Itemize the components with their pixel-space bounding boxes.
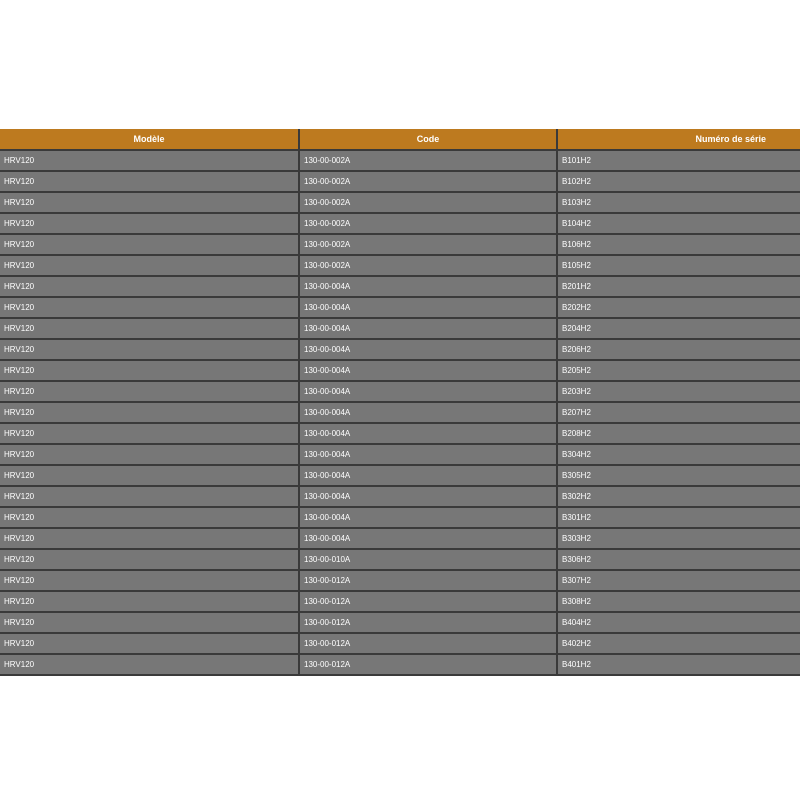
cell-serial-number: B404H2 (558, 613, 800, 632)
cell-code: 130-00-004A (300, 298, 556, 317)
cell-code: 130-00-002A (300, 235, 556, 254)
cell-serial-number: B206H2 (558, 340, 800, 359)
cell-code: 130-00-002A (300, 193, 556, 212)
table-row (0, 151, 800, 170)
cell-model: HRV120 (0, 550, 298, 569)
cell-code: 130-00-004A (300, 508, 556, 527)
table-row (0, 508, 800, 527)
cell-model: HRV120 (0, 235, 298, 254)
cell-model: HRV120 (0, 508, 298, 527)
cell-code: 130-00-012A (300, 571, 556, 590)
cell-code: 130-00-010A (300, 550, 556, 569)
cell-code: 130-00-004A (300, 445, 556, 464)
table-row (0, 214, 800, 233)
cell-model: HRV120 (0, 571, 298, 590)
cell-code: 130-00-002A (300, 256, 556, 275)
cell-code: 130-00-004A (300, 403, 556, 422)
table-row (0, 466, 800, 485)
cell-serial-number: B101H2 (558, 151, 800, 170)
cell-model: HRV120 (0, 487, 298, 506)
cell-model: HRV120 (0, 172, 298, 191)
table-row (0, 424, 800, 443)
cell-model: HRV120 (0, 277, 298, 296)
cell-code: 130-00-012A (300, 592, 556, 611)
cell-code: 130-00-002A (300, 151, 556, 170)
cell-model: HRV120 (0, 361, 298, 380)
cell-serial-number: B302H2 (558, 487, 800, 506)
table-row (0, 445, 800, 464)
table-row (0, 256, 800, 275)
cell-serial-number: B103H2 (558, 193, 800, 212)
table-row (0, 592, 800, 611)
cell-code: 130-00-002A (300, 214, 556, 233)
table-row (0, 529, 800, 548)
header-code: Code (300, 129, 556, 149)
cell-serial-number: B207H2 (558, 403, 800, 422)
cell-serial-number: B301H2 (558, 508, 800, 527)
cell-serial-number: B208H2 (558, 424, 800, 443)
cell-serial-number: B205H2 (558, 361, 800, 380)
table-row (0, 193, 800, 212)
cell-model: HRV120 (0, 424, 298, 443)
cell-serial-number: B104H2 (558, 214, 800, 233)
cell-serial-number: B304H2 (558, 445, 800, 464)
cell-serial-number: B105H2 (558, 256, 800, 275)
cell-model: HRV120 (0, 403, 298, 422)
table-row (0, 277, 800, 296)
cell-serial-number: B402H2 (558, 634, 800, 653)
table-row (0, 571, 800, 590)
cell-serial-number: B307H2 (558, 571, 800, 590)
cell-code: 130-00-004A (300, 487, 556, 506)
cell-model: HRV120 (0, 193, 298, 212)
table-row (0, 340, 800, 359)
cell-model: HRV120 (0, 256, 298, 275)
table-header (0, 129, 800, 151)
cell-code: 130-00-004A (300, 319, 556, 338)
cell-model: HRV120 (0, 214, 298, 233)
cell-model: HRV120 (0, 445, 298, 464)
cell-model: HRV120 (0, 634, 298, 653)
cell-serial-number: B306H2 (558, 550, 800, 569)
cell-code: 130-00-004A (300, 466, 556, 485)
table-row (0, 634, 800, 653)
cell-code: 130-00-004A (300, 340, 556, 359)
cell-model: HRV120 (0, 529, 298, 548)
cell-code: 130-00-002A (300, 172, 556, 191)
table-row (0, 403, 800, 422)
cell-serial-number: B204H2 (558, 319, 800, 338)
table-row (0, 361, 800, 380)
table-row (0, 235, 800, 254)
table-row (0, 550, 800, 569)
cell-code: 130-00-004A (300, 361, 556, 380)
cell-model: HRV120 (0, 592, 298, 611)
cell-model: HRV120 (0, 613, 298, 632)
cell-model: HRV120 (0, 466, 298, 485)
table-body (0, 151, 800, 674)
cell-code: 130-00-012A (300, 655, 556, 674)
table-row (0, 613, 800, 632)
cell-model: HRV120 (0, 655, 298, 674)
cell-model: HRV120 (0, 340, 298, 359)
cell-model: HRV120 (0, 382, 298, 401)
header-model: Modèle (0, 129, 298, 149)
cell-code: 130-00-012A (300, 613, 556, 632)
cell-serial-number: B303H2 (558, 529, 800, 548)
cell-model: HRV120 (0, 298, 298, 317)
table-row (0, 382, 800, 401)
table-row (0, 319, 800, 338)
table-row (0, 655, 800, 674)
serial-number-table (0, 129, 800, 676)
cell-model: HRV120 (0, 151, 298, 170)
cell-serial-number: B308H2 (558, 592, 800, 611)
cell-code: 130-00-004A (300, 424, 556, 443)
cell-serial-number: B201H2 (558, 277, 800, 296)
cell-code: 130-00-012A (300, 634, 556, 653)
table-row (0, 172, 800, 191)
cell-serial-number: B305H2 (558, 466, 800, 485)
cell-model: HRV120 (0, 319, 298, 338)
cell-serial-number: B106H2 (558, 235, 800, 254)
table-row (0, 298, 800, 317)
table-row (0, 487, 800, 506)
cell-code: 130-00-004A (300, 277, 556, 296)
cell-serial-number: B202H2 (558, 298, 800, 317)
header-serial-number: Numéro de série (558, 129, 800, 149)
cell-serial-number: B102H2 (558, 172, 800, 191)
cell-serial-number: B401H2 (558, 655, 800, 674)
cell-code: 130-00-004A (300, 529, 556, 548)
cell-code: 130-00-004A (300, 382, 556, 401)
cell-serial-number: B203H2 (558, 382, 800, 401)
